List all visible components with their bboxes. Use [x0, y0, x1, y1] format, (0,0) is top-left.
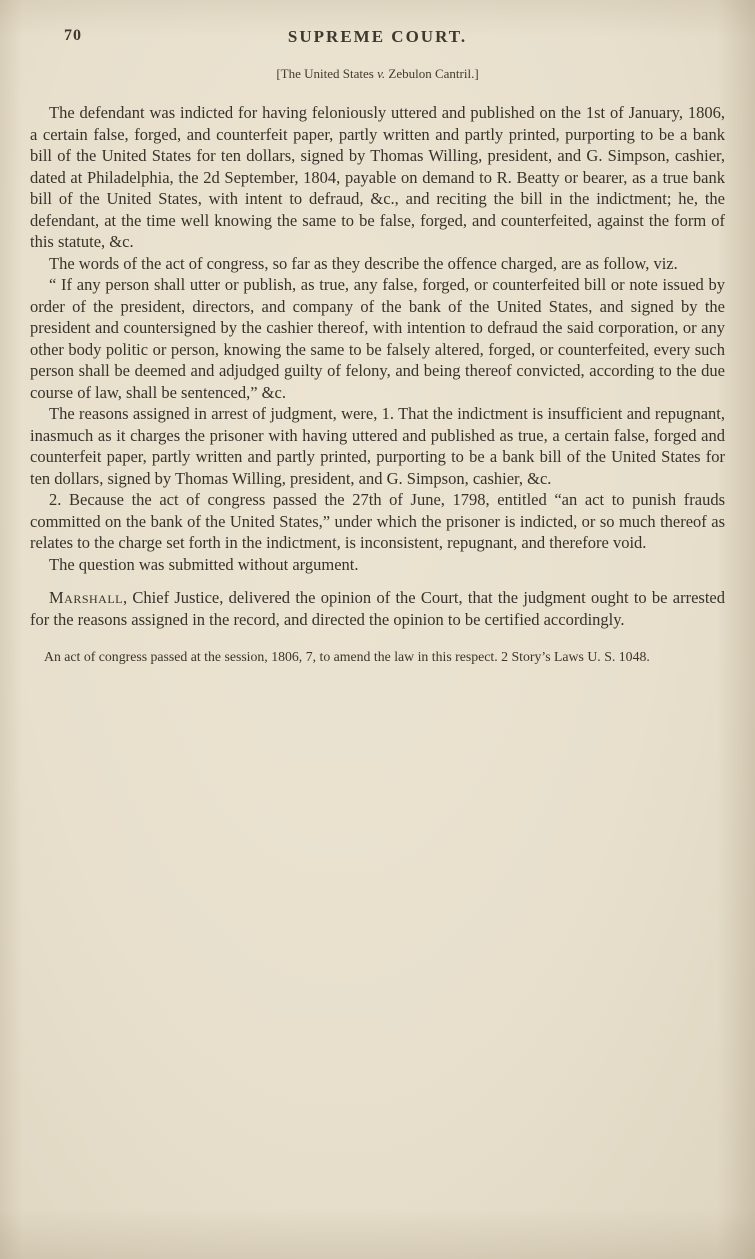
- paragraph-reason-1: The reasons assigned in arrest of judgment, were, 1. That the indictment is insufficient and repugnant, inasmuch as it charges the prisoner with having uttered and published as true, a certain false, forged and counterfeit paper, partly written and partly printed, purporting to be a bank bill of the United States for ten dollars, signed by Thomas Willing, president, and G. Simpson, cashier, &c.: [30, 404, 725, 488]
- page-header: [0, 0, 755, 57]
- page-number: 70: [64, 27, 82, 44]
- opinion-paragraph: [30, 587, 725, 630]
- case-caption-prefix: [The United States: [276, 66, 378, 81]
- opinion-body: [30, 102, 725, 666]
- paragraph-submission: The question was submitted without argument.: [49, 554, 359, 574]
- paragraph-reason-2: 2. Because the act of congress passed the 27th of June, 1798, entitled “an act to punish frauds committed on the bank of the United States,” under which the prisoner is indicted, or so much thereof as relates to the charge set forth in the indictment, is inconsistent, repugnant, and therefore void.: [30, 490, 725, 552]
- paragraph-act-intro: The words of the act of congress, so far as they describe the offence charged, are as follow, viz.: [49, 253, 678, 273]
- opinion-text: , Chief Justice, delivered the opinion of the Court, that the judgment ought to be arrested for the reasons assigned in the record, and directed the opinion to be certified accordingly.: [30, 588, 725, 629]
- case-caption-versus: v.: [377, 66, 386, 81]
- footnote: An act of congress passed at the session, 1806, 7, to amend the law in this respect. 2 Story’s Laws U. S. 1048.: [44, 649, 650, 664]
- case-caption-suffix: Zebulon Cantril.]: [385, 66, 479, 81]
- case-caption: [0, 66, 755, 82]
- justice-name: Marshall: [49, 588, 124, 607]
- paragraph-statute-quote: “ If any person shall utter or publish, as true, any false, forged, or counterfeited bill or note issued by order of the president, directors, and company of the bank of the United States, and signed by the president and countersigned by the cashier thereof, with intention to defraud the said corporation, or any other body politic or person, knowing the same to be falsely altered, forged, or counterfeited, every such person shall be deemed and adjudged guilty of felony, and being thereof convicted, according to the due course of law, shall be sentenced,” &c.: [30, 275, 725, 402]
- paragraph-indictment: The defendant was indicted for having feloniously uttered and published on the 1st of January, 1806, a certain false, forged, and counterfeit paper, partly written and partly printed, purporting to be a bank bill of the United States for ten dollars, signed by Thomas Willing, president, and G. Simpson, cashier, dated at Philadelphia, the 2d September, 1804, payable on demand to R. Beatty or bearer, as a true bank bill of the United States, with intent to defraud, &c., and reciting the bill in the indictment; he, the defendant, at the time well knowing the same to be false, forged, and counterfeited, against the form of this statute, &c.: [30, 103, 725, 251]
- running-head: SUPREME COURT.: [287, 27, 468, 46]
